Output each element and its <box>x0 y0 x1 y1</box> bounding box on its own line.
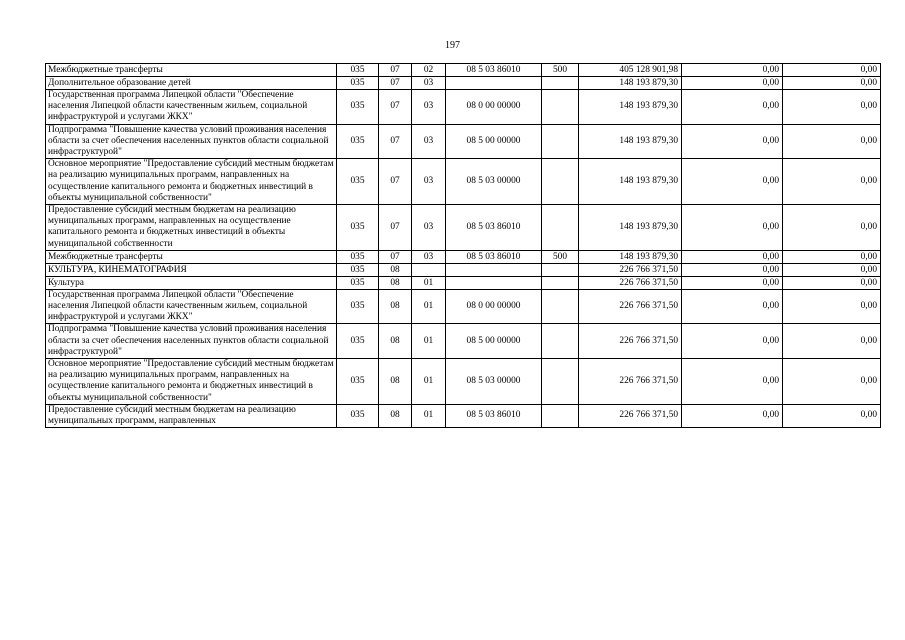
cell-amount-year2: 0,00 <box>682 205 783 251</box>
cell-amount-year1: 226 766 371,50 <box>579 276 682 289</box>
cell-expense-kind <box>542 276 579 289</box>
cell-amount-year2: 0,00 <box>682 359 783 405</box>
cell-expense-kind <box>542 324 579 359</box>
cell-target-article: 08 0 00 00000 <box>446 289 542 324</box>
cell-section: 07 <box>379 250 412 263</box>
table-row <box>46 124 881 159</box>
cell-amount-year2: 0,00 <box>682 159 783 205</box>
cell-target-article: 08 5 03 86010 <box>446 250 542 263</box>
table-row <box>46 324 881 359</box>
cell-amount-year3: 0,00 <box>783 64 881 77</box>
cell-section: 08 <box>379 324 412 359</box>
cell-ministry-code: 035 <box>337 263 379 276</box>
table-row <box>46 205 881 251</box>
cell-section: 08 <box>379 276 412 289</box>
cell-ministry-code: 035 <box>337 64 379 77</box>
cell-subsection: 03 <box>412 159 446 205</box>
cell-expense-kind <box>542 90 579 125</box>
cell-expense-kind <box>542 205 579 251</box>
cell-amount-year2: 0,00 <box>682 77 783 90</box>
cell-target-article <box>446 276 542 289</box>
cell-name: Государственная программа Липецкой области "Обеспечение населения Липецкой области качественным жильем, социальной инфраструктурой и услугами ЖКХ" <box>46 90 337 125</box>
cell-ministry-code: 035 <box>337 404 379 427</box>
cell-amount-year3: 0,00 <box>783 404 881 427</box>
cell-target-article <box>446 77 542 90</box>
cell-expense-kind <box>542 124 579 159</box>
cell-amount-year1: 226 766 371,50 <box>579 359 682 405</box>
cell-ministry-code: 035 <box>337 289 379 324</box>
cell-amount-year2: 0,00 <box>682 289 783 324</box>
cell-name: Предоставление субсидий местным бюджетам на реализацию муниципальных программ, направленных <box>46 404 337 427</box>
cell-amount-year1: 226 766 371,50 <box>579 263 682 276</box>
cell-expense-kind: 500 <box>542 250 579 263</box>
cell-amount-year3: 0,00 <box>783 289 881 324</box>
cell-expense-kind: 500 <box>542 64 579 77</box>
cell-amount-year2: 0,00 <box>682 250 783 263</box>
table-row <box>46 263 881 276</box>
cell-name: Подпрограмма "Повышение качества условий проживания населения области за счет обеспечения населенных пунктов области социальной инфраструктурой" <box>46 324 337 359</box>
cell-section: 07 <box>379 64 412 77</box>
cell-amount-year2: 0,00 <box>682 404 783 427</box>
table-row <box>46 289 881 324</box>
cell-amount-year3: 0,00 <box>783 276 881 289</box>
cell-amount-year2: 0,00 <box>682 124 783 159</box>
cell-section: 07 <box>379 205 412 251</box>
cell-name: Межбюджетные трансферты <box>46 64 337 77</box>
cell-amount-year3: 0,00 <box>783 324 881 359</box>
cell-name: Культура <box>46 276 337 289</box>
cell-amount-year3: 0,00 <box>783 90 881 125</box>
cell-amount-year2: 0,00 <box>682 324 783 359</box>
cell-subsection: 01 <box>412 289 446 324</box>
cell-amount-year1: 148 193 879,30 <box>579 90 682 125</box>
cell-amount-year1: 148 193 879,30 <box>579 250 682 263</box>
cell-subsection: 02 <box>412 64 446 77</box>
cell-amount-year3: 0,00 <box>783 359 881 405</box>
table-row <box>46 359 881 405</box>
cell-expense-kind <box>542 77 579 90</box>
cell-amount-year2: 0,00 <box>682 276 783 289</box>
cell-subsection: 01 <box>412 359 446 405</box>
cell-target-article <box>446 263 542 276</box>
cell-amount-year1: 148 193 879,30 <box>579 159 682 205</box>
cell-section: 08 <box>379 263 412 276</box>
cell-name: Основное мероприятие "Предоставление субсидий местным бюджетам на реализацию муниципальных программ, направленных на осуществление капитального ремонта и бюджетных инвестиций в объекты муниципальной собственности" <box>46 159 337 205</box>
cell-subsection: 03 <box>412 205 446 251</box>
cell-amount-year1: 226 766 371,50 <box>579 289 682 324</box>
cell-target-article: 08 5 03 00000 <box>446 359 542 405</box>
page-number: 197 <box>445 40 460 51</box>
cell-amount-year1: 226 766 371,50 <box>579 404 682 427</box>
cell-ministry-code: 035 <box>337 159 379 205</box>
cell-amount-year1: 148 193 879,30 <box>579 77 682 90</box>
cell-target-article: 08 5 03 86010 <box>446 205 542 251</box>
cell-amount-year3: 0,00 <box>783 263 881 276</box>
cell-ministry-code: 035 <box>337 250 379 263</box>
cell-section: 08 <box>379 404 412 427</box>
cell-section: 07 <box>379 77 412 90</box>
cell-target-article: 08 5 03 86010 <box>446 404 542 427</box>
cell-ministry-code: 035 <box>337 205 379 251</box>
table-row <box>46 64 881 77</box>
table-row <box>46 276 881 289</box>
cell-name: Предоставление субсидий местным бюджетам на реализацию муниципальных программ, направленных на осуществление капитального ремонта и бюджетных инвестиций в объекты муниципальной собственности <box>46 205 337 251</box>
cell-ministry-code: 035 <box>337 324 379 359</box>
cell-expense-kind <box>542 404 579 427</box>
cell-section: 08 <box>379 289 412 324</box>
cell-amount-year3: 0,00 <box>783 124 881 159</box>
table-row <box>46 159 881 205</box>
cell-amount-year2: 0,00 <box>682 64 783 77</box>
cell-ministry-code: 035 <box>337 90 379 125</box>
cell-expense-kind <box>542 263 579 276</box>
cell-name: Дополнительное образование детей <box>46 77 337 90</box>
cell-name: Подпрограмма "Повышение качества условий проживания населения области за счет обеспечения населенных пунктов области социальной инфраструктурой" <box>46 124 337 159</box>
cell-subsection: 01 <box>412 324 446 359</box>
cell-target-article: 08 5 03 86010 <box>446 64 542 77</box>
cell-amount-year1: 405 128 901,98 <box>579 64 682 77</box>
cell-ministry-code: 035 <box>337 124 379 159</box>
table-row <box>46 250 881 263</box>
cell-section: 07 <box>379 90 412 125</box>
cell-ministry-code: 035 <box>337 276 379 289</box>
cell-subsection: 01 <box>412 276 446 289</box>
cell-target-article: 08 0 00 00000 <box>446 90 542 125</box>
table-body <box>46 64 881 428</box>
cell-amount-year1: 148 193 879,30 <box>579 205 682 251</box>
cell-amount-year1: 226 766 371,50 <box>579 324 682 359</box>
table-row <box>46 77 881 90</box>
cell-subsection: 03 <box>412 77 446 90</box>
cell-target-article: 08 5 03 00000 <box>446 159 542 205</box>
cell-amount-year3: 0,00 <box>783 159 881 205</box>
cell-ministry-code: 035 <box>337 359 379 405</box>
table-row <box>46 404 881 427</box>
cell-name: Основное мероприятие "Предоставление субсидий местным бюджетам на реализацию муниципальных программ, направленных на осуществление капитального ремонта и бюджетных инвестиций в объекты муниципальной собственности" <box>46 359 337 405</box>
cell-subsection <box>412 263 446 276</box>
cell-amount-year3: 0,00 <box>783 250 881 263</box>
cell-section: 07 <box>379 159 412 205</box>
cell-target-article: 08 5 00 00000 <box>446 324 542 359</box>
cell-subsection: 03 <box>412 250 446 263</box>
cell-amount-year3: 0,00 <box>783 205 881 251</box>
cell-amount-year3: 0,00 <box>783 77 881 90</box>
cell-target-article: 08 5 00 00000 <box>446 124 542 159</box>
cell-amount-year2: 0,00 <box>682 90 783 125</box>
cell-expense-kind <box>542 359 579 405</box>
cell-subsection: 01 <box>412 404 446 427</box>
cell-expense-kind <box>542 159 579 205</box>
cell-name: КУЛЬТУРА, КИНЕМАТОГРАФИЯ <box>46 263 337 276</box>
cell-section: 08 <box>379 359 412 405</box>
cell-subsection: 03 <box>412 124 446 159</box>
cell-name: Межбюджетные трансферты <box>46 250 337 263</box>
cell-subsection: 03 <box>412 90 446 125</box>
cell-expense-kind <box>542 289 579 324</box>
cell-section: 07 <box>379 124 412 159</box>
cell-amount-year2: 0,00 <box>682 263 783 276</box>
cell-name: Государственная программа Липецкой области "Обеспечение населения Липецкой области качественным жильем, социальной инфраструктурой и услугами ЖКХ" <box>46 289 337 324</box>
table-row <box>46 90 881 125</box>
budget-table <box>45 63 881 428</box>
cell-ministry-code: 035 <box>337 77 379 90</box>
cell-amount-year1: 148 193 879,30 <box>579 124 682 159</box>
